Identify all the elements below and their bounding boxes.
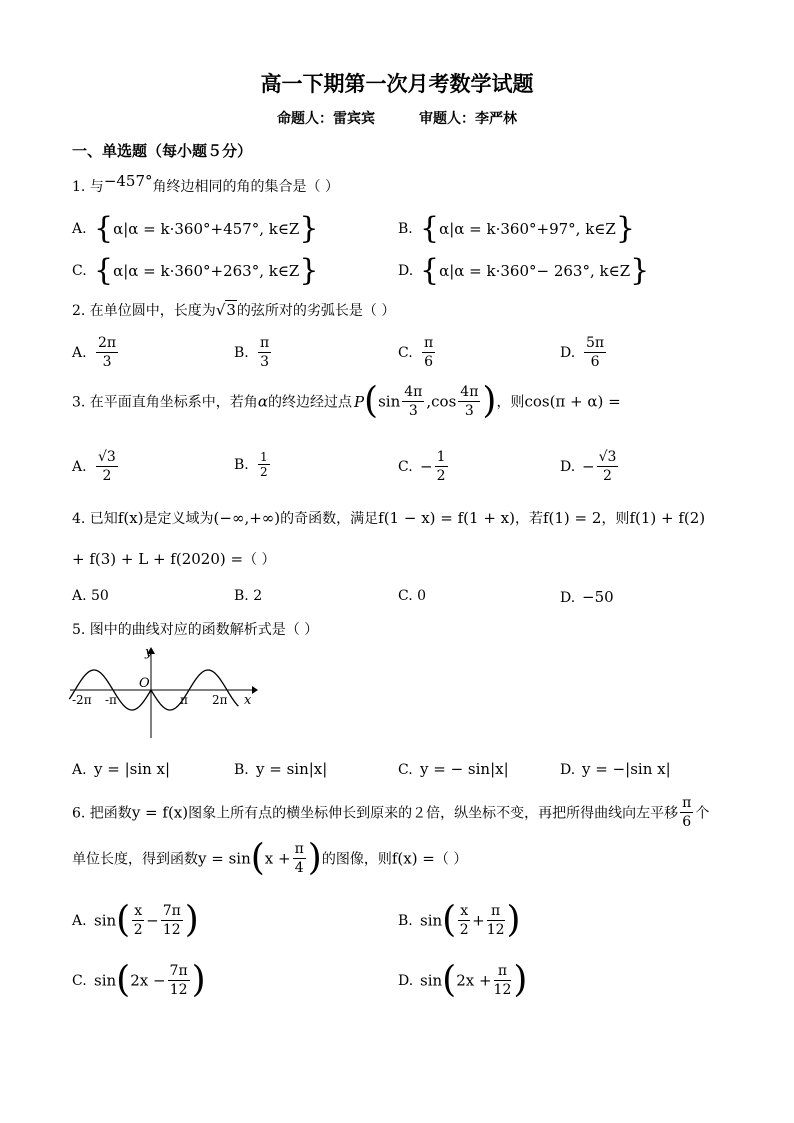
q5-option-c-expr: y = − sin|x|: [420, 760, 509, 778]
fraction-numerator: x: [460, 903, 469, 919]
fraction-numerator: 1: [436, 449, 446, 465]
q6-option-mid: 2x +: [456, 971, 492, 990]
q6-option-c: C. sin(2x − $\frac{7\pi}{12}$ ): [72, 959, 206, 1001]
fraction-numerator: √3: [98, 449, 116, 465]
fraction-numerator: 4π: [460, 384, 479, 400]
tick-label: -π: [105, 693, 117, 707]
fraction-denominator: 12: [162, 922, 181, 938]
q5-option-d: [560, 760, 671, 778]
q3-option-c: [398, 448, 450, 485]
q5-option-a: [72, 760, 170, 778]
q4-text-b: 是定义域为: [143, 511, 214, 527]
fraction-numerator: 2π: [98, 335, 117, 351]
option-label: D.: [560, 458, 576, 475]
q4-text-a: 4. 已知: [72, 511, 118, 527]
fraction-numerator: π: [487, 902, 505, 921]
option-label: A.: [72, 912, 87, 929]
q6-option-sin: sin: [94, 971, 117, 990]
q3-point-label: P: [353, 392, 365, 411]
q3-option-a: [72, 448, 120, 485]
question-3-stem: 3. 在平面直角坐标系中，若角α的终边经过点 P(sin $\frac{4\pi}{3}$ ,cos $\frac{4\pi}{3}$ )，则cos(π + α) =: [72, 380, 621, 422]
fraction-numerator: 5π: [586, 335, 605, 351]
option-label: A.: [72, 458, 87, 475]
q4-text-c: 的奇函数，满足: [280, 511, 379, 527]
fraction-denominator: 12: [169, 982, 188, 998]
fraction-denominator: 6: [424, 354, 434, 370]
q1-option-b-expr: α|α = k·360°+97°, k∈Z: [439, 220, 616, 238]
q4-f1: f(1) = 2: [542, 509, 602, 527]
q6-option-d: D. sin(2x + $\frac{\pi}{12}$ ): [398, 959, 528, 1001]
fraction-numerator: 1: [260, 450, 268, 464]
q6-text-d: 单位长度，得到函数: [72, 851, 198, 868]
option-label: D.: [398, 972, 414, 989]
q3-option-d: [560, 448, 620, 485]
q3-text-b: 的终边经过点: [267, 394, 352, 411]
q6-option-a: A. sin( $\frac{x}{2}$ − $\frac{7\pi}{12}$ ): [72, 899, 199, 941]
q6-text-e: 的图像，则: [321, 851, 392, 868]
fraction-denominator: 12: [486, 922, 505, 938]
q1-option-a: A. {α|α = k·360°+457°, k∈Z}: [72, 211, 319, 246]
tick-label: 2π: [212, 693, 228, 707]
q6-option-sin: sin: [420, 971, 443, 990]
q3-expression: cos(π + α) =: [524, 392, 621, 411]
fraction-numerator: π: [424, 335, 434, 351]
q4-text-e: ，则: [601, 511, 630, 527]
fraction-numerator: π: [682, 795, 692, 811]
q4-text-f: （ ）: [243, 552, 276, 568]
option-label: B.: [234, 344, 249, 361]
q4-sum-rest: + f(3) + L + f(2020) =: [72, 550, 244, 568]
q3-option-c-sign: −: [420, 457, 433, 476]
q6-text-b: 图象上所有点的横坐标伸长到原来的２倍，纵坐标不变，再把所得曲线向左平移: [188, 805, 679, 822]
q5-option-b: [234, 760, 327, 778]
option-label: D.: [560, 590, 576, 606]
fraction-denominator: 2: [102, 468, 112, 484]
q4-option-a: A. 50: [72, 588, 109, 604]
q2-option-d: [560, 334, 608, 371]
fraction-denominator: 6: [590, 354, 600, 370]
q1-option-c-expr: α|α = k·360°+263°, k∈Z: [113, 262, 300, 280]
q6-text-a: 6. 把函数: [72, 805, 132, 822]
q2-sqrt-value: 3: [226, 301, 236, 319]
question-6-stem-line2: 单位长度，得到函数y = sin(x + $\frac{\pi}{4}$ )的图像，则f(x) =（ ）: [72, 837, 468, 879]
q6-target-x: x +: [264, 849, 291, 868]
q4-fx: f(x): [117, 509, 144, 527]
fraction-numerator: 7π: [162, 903, 181, 919]
fraction-denominator: 4: [294, 860, 304, 876]
author-line: [0, 108, 794, 128]
x-axis-label: x: [244, 693, 252, 708]
option-label: B.: [398, 912, 413, 929]
fraction-denominator: 2: [260, 465, 268, 479]
q4-domain: (−∞,+∞): [213, 509, 281, 527]
fraction-denominator: 12: [493, 982, 512, 998]
fraction-denominator: 3: [464, 403, 474, 419]
option-label: B.: [234, 762, 249, 778]
q2-option-c: [398, 334, 437, 371]
q3-comma: ,: [426, 392, 432, 411]
q4-condition: f(1 − x) = f(1 + x): [378, 509, 515, 527]
option-label: D.: [560, 762, 576, 778]
fraction-denominator: 2: [133, 922, 143, 938]
tick-label: -2π: [72, 693, 92, 707]
question-6-stem-line1: [72, 794, 709, 831]
fraction-numerator: 4π: [404, 384, 423, 400]
fraction-denominator: 2: [436, 468, 446, 484]
q6-option-sin: sin: [420, 911, 443, 930]
fraction-denominator: 3: [260, 354, 270, 370]
fraction-numerator: 7π: [169, 963, 188, 979]
option-label: A.: [72, 344, 87, 361]
q2-text-a: 2. 在单位圆中，长度为: [72, 303, 216, 319]
q5-option-d-expr: y = −|sin x|: [582, 760, 671, 778]
fraction-numerator: x: [134, 903, 143, 919]
q3-option-d-sign: −: [582, 457, 595, 476]
q6-option-op: +: [472, 911, 485, 930]
option-label: A.: [72, 221, 87, 237]
q6-target-sin: y = sin: [198, 849, 251, 868]
y-axis-label: y: [145, 645, 153, 660]
q3-alpha: α: [257, 392, 268, 411]
q1-option-d-expr: α|α = k·360°− 263°, k∈Z: [439, 262, 631, 280]
q1-angle: −457°: [103, 172, 153, 190]
q5-option-a-expr: y = |sin x|: [94, 760, 171, 778]
option-label: B.: [398, 221, 413, 237]
q4-option-d-value: −50: [582, 588, 614, 606]
q6-text-c: 个: [695, 805, 710, 822]
fraction-denominator: 2: [459, 922, 469, 938]
option-label: C.: [398, 344, 413, 361]
question-2-stem: 2. 在单位圆中，长度为√3的弦所对的劣弧长是（ ）: [72, 301, 396, 319]
fraction-numerator: π: [260, 335, 270, 351]
fraction-denominator: 3: [102, 354, 112, 370]
q6-option-mid: 2x −: [130, 971, 166, 990]
fraction-numerator: √3: [598, 449, 617, 465]
x-axis-arrow: [252, 686, 258, 694]
fraction-numerator: π: [494, 962, 512, 981]
q5-option-b-expr: y = sin|x|: [256, 760, 328, 778]
question-reviewer: 审题人：李严林: [419, 111, 517, 127]
q4-text-d: ，若: [514, 511, 543, 527]
q3-option-b: [234, 450, 272, 479]
q6-option-op: −: [146, 911, 159, 930]
fraction-numerator: π: [294, 841, 304, 857]
q4-option-d: [560, 588, 614, 606]
q3-cos: cos: [431, 392, 457, 411]
q2-option-a: [72, 334, 120, 371]
option-label: D.: [560, 344, 576, 361]
q5-option-c: [398, 760, 509, 778]
q2-text-b: 的弦所对的劣弧长是（ ）: [236, 303, 396, 319]
option-label: A.: [72, 762, 87, 778]
option-label: D.: [398, 263, 414, 279]
question-4-stem-line2: [72, 549, 276, 569]
q3-sin: sin: [378, 392, 401, 411]
q6-option-sin: sin: [94, 911, 117, 930]
q6-yfx: y = f(x): [131, 803, 189, 822]
q1-option-b: B. {α|α = k·360°+97°, k∈Z}: [398, 211, 635, 246]
q5-sine-graph: [68, 642, 258, 742]
q4-option-b: B. 2: [234, 588, 263, 604]
option-label: C.: [398, 762, 413, 778]
question-setter: 命题人：雷宾宾: [277, 111, 375, 127]
option-label: C.: [398, 458, 413, 475]
origin-label: O: [139, 676, 150, 691]
question-4-stem-line1: [72, 508, 705, 528]
option-label: C.: [72, 263, 87, 279]
option-label: B.: [234, 456, 249, 473]
q2-option-b: [234, 334, 273, 371]
question-5-stem: 5. 图中的曲线对应的函数解析式是（ ）: [72, 622, 319, 638]
tick-label: π: [180, 693, 188, 707]
q3-text-a: 3. 在平面直角坐标系中，若角: [72, 394, 258, 411]
q1-option-d: D. {α|α = k·360°− 263°, k∈Z}: [398, 253, 650, 288]
q4-option-c: C. 0: [398, 588, 427, 604]
fraction-denominator: 3: [408, 403, 418, 419]
q3-text-c: ，则: [496, 394, 525, 411]
exam-title: 高一下期第一次月考数学试题: [260, 71, 534, 96]
question-1-stem: [72, 172, 339, 196]
q1-option-c: C. {α|α = k·360°+263°, k∈Z}: [72, 253, 319, 288]
fraction-denominator: 2: [603, 468, 612, 484]
q4-sum-start: f(1) + f(2): [629, 509, 706, 527]
option-label: C.: [72, 972, 87, 989]
fraction-denominator: 6: [682, 814, 692, 830]
q6-fx: f(x) =: [391, 849, 435, 868]
q6-text-f: （ ）: [434, 851, 468, 868]
q1-option-a-expr: α|α = k·360°+457°, k∈Z: [113, 220, 300, 238]
q1-text-b: 角终边相同的角的集合是（ ）: [152, 179, 339, 195]
q6-option-b: B. sin( $\frac{x}{2}$ + $\frac{\pi}{12}$ ): [398, 899, 521, 941]
q1-text-a: 1. 与: [72, 179, 104, 195]
section-heading: 一、单选题（每小题５分）: [72, 142, 253, 160]
